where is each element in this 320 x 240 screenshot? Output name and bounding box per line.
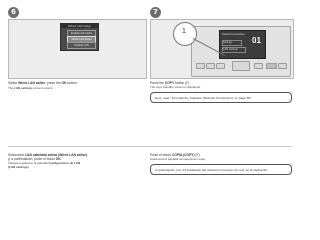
right-subtext-en: The copy standby screen is displayed.	[150, 85, 201, 89]
left-instruction-es-line1: Seleccione LAN cableada activa (Wired LAN active)	[8, 153, 88, 157]
left-instruction-en: Select Wired LAN active, press the OK button.	[8, 81, 78, 85]
panel-key	[254, 63, 263, 69]
panel-key	[278, 63, 287, 69]
printer-lcd	[219, 30, 266, 59]
copy-button	[266, 63, 277, 69]
callout-label: 1	[182, 28, 186, 35]
left-subtext-en: The LAN settings screen returns.	[8, 86, 54, 90]
panel-key	[196, 63, 205, 69]
lcd-row-settings: Settings	[222, 40, 242, 46]
lcd-title: Wired LAN setup	[61, 24, 98, 28]
step-6-badge: 6	[8, 7, 19, 18]
lcd-value: 01	[252, 36, 261, 45]
zoom-callout	[173, 22, 197, 46]
printer-control-panel	[191, 26, 291, 77]
menu-item-disable-lan: Disable LAN	[67, 42, 96, 49]
lcd-screen	[60, 23, 99, 51]
panel-key	[206, 63, 215, 69]
lcd-row-lan-settings: LAN settings	[222, 47, 246, 53]
right-panel-illustration	[150, 19, 294, 79]
navigation-pad	[232, 61, 250, 71]
left-subtext-es-line2: (LAN settings).	[8, 165, 30, 169]
next-step-note-en	[150, 92, 292, 103]
language-divider	[8, 146, 292, 147]
left-instruction-es-line2: y, a continuación, pulse el botón OK.	[8, 157, 62, 161]
right-subtext-es: Aparecerá la pantalla de espera de copia.	[150, 157, 206, 161]
left-subtext-es-line1: Volverá a aparecer la pantalla Configuración de LAN	[8, 161, 81, 165]
step-7-badge: 7	[150, 7, 161, 18]
right-instruction-es: Pulse el botón COPIA (COPY) (F).	[150, 153, 201, 157]
panel-key	[216, 63, 225, 69]
menu-item-enable-lan: Enable LAN active	[67, 30, 96, 37]
note-text-en: Next, read "13 Install the Software (Network Connection)" on page 58!	[155, 95, 251, 100]
menu-item-wired-lan-active: Wired LAN active	[67, 36, 96, 43]
right-instruction-en: Press the COPY button (F).	[150, 81, 191, 85]
next-step-note-es	[150, 164, 292, 175]
lcd-header: Network connection	[222, 33, 245, 36]
note-text-es: A continuación, lea "13 Instalación del software (Conexión de red)" en la página 59.	[155, 167, 268, 172]
left-panel-illustration	[8, 19, 147, 79]
